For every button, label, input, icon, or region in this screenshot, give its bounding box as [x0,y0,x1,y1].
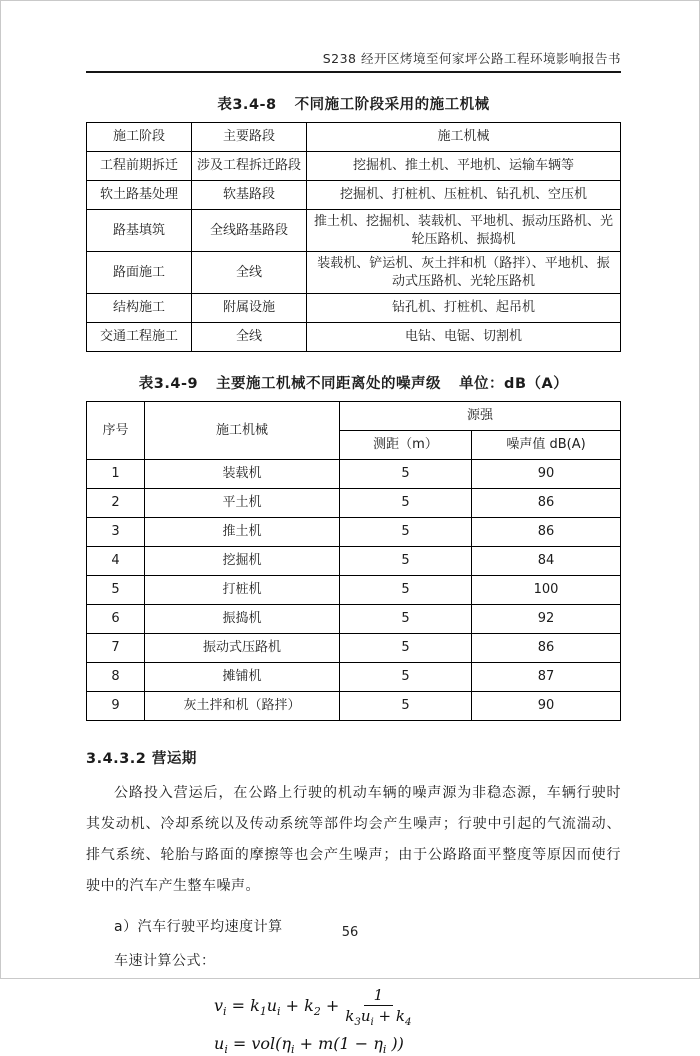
table-cell: 86 [472,518,621,547]
table-cell: 5 [340,518,472,547]
table-3-4-9-caption [86,372,621,393]
table-row [87,634,621,663]
table-cell: 86 [472,634,621,663]
table-cell: 平土机 [145,489,340,518]
header-rule [86,71,621,73]
table-cell: 5 [340,605,472,634]
formula-1-left: $v_i = k_1u_i + k_2$ + [214,996,340,1019]
table-cell: 5 [340,692,472,721]
table-row [87,489,621,518]
table-cell: 5 [340,489,472,518]
construction-stages-table [86,122,621,352]
fraction-numerator: 1 [364,986,394,1006]
table-row [87,518,621,547]
table-cell: 5 [340,634,472,663]
table-cell: 8 [87,663,145,692]
table-cell: 4 [87,547,145,576]
table-cell: 结构施工 [87,294,192,323]
table-caption-label: 表3.4-8 [217,97,277,113]
table-cell: 打桩机 [145,576,340,605]
table-header-row [87,123,621,152]
table-cell: 2 [87,489,145,518]
table-cell: 装载机 [145,460,340,489]
table-cell: 推土机 [145,518,340,547]
formula-intro: 车速计算公式： [114,953,216,970]
table-cell: 软基路段 [192,181,307,210]
table-cell: 5 [87,576,145,605]
table-cell: 86 [472,489,621,518]
column-header-stage: 施工阶段 [87,123,192,152]
body-paragraph: 公路投入营运后，在公路上行驶的机动车辆的噪声源为非稳态源，车辆行驶时其发动机、冷却系统以及传动系统等部件均会产生噪声；行驶中引起的气流湍动、排气系统、轮胎与路面的摩擦等也会产生噪声；由于公路路面平整度等原因而使行驶中的汽车产生整车噪声。 [86,785,621,895]
table-cell: 92 [472,605,621,634]
table-caption-title: 不同施工阶段采用的施工机械 [294,97,490,113]
table-cell: 6 [87,605,145,634]
table-cell: 装载机、铲运机、灰土拌和机（路拌）、平地机、振动式压路机、光轮压路机 [307,252,621,294]
table-caption-title: 主要施工机械不同距离处的噪声级 [216,376,442,393]
table-cell: 全线 [192,323,307,352]
table-cell: 9 [87,692,145,721]
table-cell: 87 [472,663,621,692]
table-cell: 推土机、挖掘机、装载机、平地机、振动压路机、光轮压路机、振捣机 [307,210,621,252]
table-cell: 振捣机 [145,605,340,634]
table-cell: 摊铺机 [145,663,340,692]
column-header-seq: 序号 [87,402,145,460]
table-row [87,692,621,721]
table-row [87,663,621,692]
table-row [87,323,621,352]
table-row [87,252,621,294]
table-cell: 90 [472,692,621,721]
table-cell: 5 [340,576,472,605]
table-header-row [87,402,621,431]
table-row [87,460,621,489]
table-cell: 灰土拌和机（路拌） [145,692,340,721]
table-cell: 3 [87,518,145,547]
table-caption-label: 表3.4-9 [138,376,199,393]
table-cell: 1 [87,460,145,489]
formula-line-2 [214,1034,621,1056]
table-cell: 90 [472,460,621,489]
table-row [87,605,621,634]
page-number: 56 [341,925,359,940]
speed-formula-block [214,986,621,1056]
table-cell: 电钻、电锯、切割机 [307,323,621,352]
table-3-4-8-caption [86,93,621,114]
table-row [87,210,621,252]
table-cell: 5 [340,547,472,576]
table-caption-unit: 单位：dB（A） [459,376,569,393]
table-cell: 7 [87,634,145,663]
fraction-denominator: $k_3u_i + k_4$ [345,1007,412,1029]
table-cell: 路基填筑 [87,210,192,252]
formula-1-fraction [345,986,411,1028]
section-heading: 3.4.3.2 营运期 [86,751,197,768]
table-cell: 5 [340,460,472,489]
table-cell: 软土路基处理 [87,181,192,210]
table-cell: 全线路基路段 [192,210,307,252]
table-cell: 钻孔机、打桩机、起吊机 [307,294,621,323]
list-item-a: a）汽车行驶平均速度计算 [114,919,283,936]
table-cell: 附属设施 [192,294,307,323]
table-row [87,152,621,181]
table-cell: 涉及工程拆迁路段 [192,152,307,181]
column-header-section: 主要路段 [192,123,307,152]
column-header-machine: 施工机械 [145,402,340,460]
table-cell: 全线 [192,252,307,294]
table-cell: 交通工程施工 [87,323,192,352]
column-header-noise: 噪声值 dB(A) [472,431,621,460]
page-header-title: S238 经开区烤境至何家坪公路工程环境影响报告书 [322,51,621,66]
column-header-machinery: 施工机械 [307,123,621,152]
table-cell: 工程前期拆迁 [87,152,192,181]
table-row [87,576,621,605]
column-header-source: 源强 [340,402,621,431]
table-cell: 挖掘机、打桩机、压桩机、钻孔机、空压机 [307,181,621,210]
table-row [87,181,621,210]
table-cell: 100 [472,576,621,605]
table-row [87,547,621,576]
table-cell: 挖掘机、推土机、平地机、运输车辆等 [307,152,621,181]
table-cell: 84 [472,547,621,576]
table-cell: 振动式压路机 [145,634,340,663]
formula-line-1 [214,986,621,1028]
table-cell: 路面施工 [87,252,192,294]
table-cell: 挖掘机 [145,547,340,576]
column-header-distance: 测距（m） [340,431,472,460]
table-row [87,294,621,323]
table-cell: 5 [340,663,472,692]
formula-2: $u_i = vol(\eta_i + m(1 - \eta_i$ )) [214,1034,404,1056]
machinery-noise-table [86,401,621,721]
